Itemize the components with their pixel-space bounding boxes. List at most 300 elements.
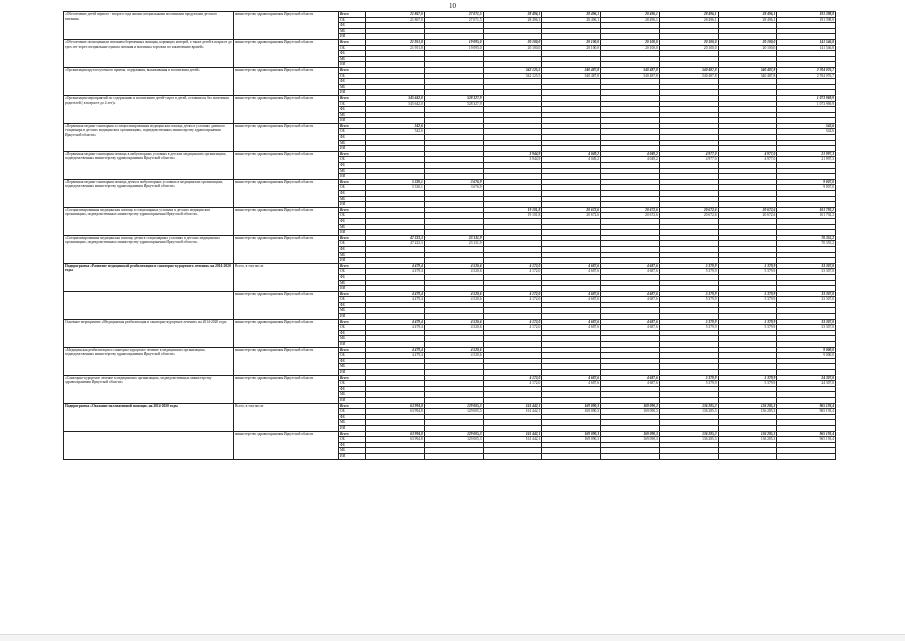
value-cell: 4 479,4 [366, 353, 425, 359]
funding-source-label: МБ [339, 56, 366, 62]
value-cell: 4 687,6 [601, 263, 660, 269]
executor-cell: министерство здравоохранения Иркутской области [234, 207, 339, 235]
value-cell: 20 100,0 [659, 45, 718, 51]
value-cell: 4 172,0 [483, 263, 542, 269]
value-cell: 101 792,2 [777, 213, 836, 219]
value-cell: 21 867,0 [366, 17, 425, 23]
page-number: 10 [449, 2, 456, 10]
activity-description: Подпрограмма «Оказание паллиативной помощи» на 2014-2020 годы [64, 403, 234, 431]
funding-source-label: ИИ [339, 146, 366, 152]
value-cell: 169 090,3 [542, 403, 601, 409]
funding-source-label: ИИ [339, 342, 366, 348]
value-cell: 540 487,8 [659, 73, 718, 79]
value-cell: 4 172,0 [483, 269, 542, 275]
activity-description [64, 431, 234, 459]
value-cell: 4 520,6 [424, 263, 483, 269]
value-cell: 4 479,4 [366, 325, 425, 331]
value-cell: 4 687,6 [542, 269, 601, 275]
value-cell: 965 193,4 [777, 437, 836, 443]
funding-source-label: ИИ [339, 62, 366, 68]
value-cell: 4 479,4 [366, 263, 425, 269]
value-cell: 161 442,1 [483, 431, 542, 437]
activity-description: Подпрограмма «Развитие медицинской реабилитации и санаторно-курортного лечения» на 2014-2020 годы [64, 263, 234, 291]
funding-source-label: Всего [339, 291, 366, 297]
value-cell: 5 379,9 [718, 325, 777, 331]
value-cell: 5 379,9 [718, 381, 777, 387]
value-cell: 1 073 969,9 [777, 101, 836, 107]
value-cell: 63 994,8 [366, 431, 425, 437]
value-cell: 4 049,2 [542, 151, 601, 157]
value-cell [659, 453, 718, 459]
value-cell: 540 487,8 [718, 67, 777, 73]
value-cell: 5 379,9 [659, 375, 718, 381]
value-cell: 5 379,9 [659, 325, 718, 331]
value-cell: 542,6 [777, 129, 836, 135]
value-cell: 28 496,1 [601, 12, 660, 18]
funding-source-label: ФБ [339, 274, 366, 280]
value-cell: 33 307,0 [777, 291, 836, 297]
funding-source-label: Всего [339, 263, 366, 269]
value-cell: 28 496,1 [718, 17, 777, 23]
funding-source-label: ОБ [339, 45, 366, 51]
value-cell: 4 172,0 [483, 319, 542, 325]
funding-source-label: ФБ [339, 442, 366, 448]
activity-description: «Организация мероприятий по содержанию и воспитанию детей-сирот и детей, оставшихся без попечения родителей ( в возрасте до 4 лет)» [64, 95, 234, 123]
value-cell: 5 379,9 [659, 263, 718, 269]
value-cell: 5 379,9 [718, 319, 777, 325]
value-cell: 540 487,8 [542, 73, 601, 79]
value-cell: 4 479,4 [366, 269, 425, 275]
value-cell: 191 398,8 [777, 12, 836, 18]
funding-source-label: МБ [339, 308, 366, 314]
value-cell [542, 453, 601, 459]
value-cell: 19 095,0 [424, 39, 483, 45]
value-cell: 21 997,3 [777, 157, 836, 163]
value-cell: 169 090,3 [542, 437, 601, 443]
value-cell: 4 049,2 [542, 157, 601, 163]
value-cell: 4 977,0 [659, 157, 718, 163]
value-cell: 24 307,0 [777, 381, 836, 387]
funding-source-label: ФБ [339, 135, 366, 141]
funding-source-label: МБ [339, 112, 366, 118]
value-cell: 63 994,8 [366, 409, 425, 415]
value-cell: 4 520,6 [424, 297, 483, 303]
value-cell: 5 330,1 [366, 179, 425, 185]
activity-description: «Санаторно-курортное лечение в медицинских организациях, подведомственных министерству здравоохранения Иркутской области» [64, 375, 234, 403]
executor-cell: министерство здравоохранения Иркутской области [234, 235, 339, 263]
funding-source-label: Всего [339, 95, 366, 101]
value-cell: 542,6 [366, 123, 425, 129]
value-cell: 136 285,3 [718, 403, 777, 409]
funding-source-label: ИИ [339, 314, 366, 320]
value-cell: 27 071,5 [424, 12, 483, 18]
value-cell: 24 307,0 [777, 375, 836, 381]
value-cell: 63 994,8 [366, 437, 425, 443]
value-cell: 136 285,3 [718, 409, 777, 415]
value-cell: 129 005,3 [424, 403, 483, 409]
value-cell: 3 676,9 [424, 185, 483, 191]
executor-cell: министерство здравоохранения Иркутской области [234, 319, 339, 347]
funding-source-label: ФБ [339, 23, 366, 29]
funding-source-label: ФБ [339, 246, 366, 252]
executor-cell: министерство здравоохранения Иркутской области [234, 151, 339, 179]
funding-source-label: ОБ [339, 101, 366, 107]
value-cell: 191 398,8 [777, 17, 836, 23]
value-cell: 5 379,9 [718, 375, 777, 381]
funding-source-label: Всего [339, 39, 366, 45]
value-cell: 4 520,6 [424, 291, 483, 297]
value-cell: 545 642,0 [366, 95, 425, 101]
value-cell: 5 379,9 [659, 269, 718, 275]
value-cell: 5 379,9 [659, 381, 718, 387]
executor-cell: министерство здравоохранения Иркутской области [234, 95, 339, 123]
value-cell: 528 327,9 [424, 95, 483, 101]
value-cell: 9 007,0 [777, 185, 836, 191]
value-cell: 47 223,3 [366, 235, 425, 241]
value-cell [366, 453, 425, 459]
value-cell: 129 005,3 [424, 431, 483, 437]
value-cell [777, 453, 836, 459]
value-cell: 542,6 [366, 129, 425, 135]
activity-description: «Обеспечение детей первого - второго года жизни специальными молочными продуктами детского питания» [64, 12, 234, 40]
funding-source-label: МБ [339, 168, 366, 174]
funding-source-label: ИИ [339, 230, 366, 236]
value-cell: 161 442,1 [483, 437, 542, 443]
value-cell: 1 073 969,9 [777, 95, 836, 101]
funding-source-label: Всего [339, 67, 366, 73]
value-cell: 9 007,0 [777, 179, 836, 185]
value-cell: 5 379,9 [718, 269, 777, 275]
value-cell: 33 307,0 [777, 263, 836, 269]
value-cell: 21 951,8 [366, 39, 425, 45]
value-cell: 169 090,3 [542, 431, 601, 437]
value-cell: 20 672,6 [718, 207, 777, 213]
value-cell: 9 000,0 [777, 347, 836, 353]
funding-source-label: ИИ [339, 370, 366, 376]
executor-cell: министерство здравоохранения Иркутской области [234, 291, 339, 319]
value-cell: 4 687,6 [542, 375, 601, 381]
value-cell: 28 496,1 [542, 12, 601, 18]
funding-source-label: Всего [339, 12, 366, 18]
executor-cell: министерство здравоохранения Иркутской области [234, 179, 339, 207]
value-cell: 4 479,4 [366, 319, 425, 325]
value-cell: 136 285,3 [718, 431, 777, 437]
value-cell: 20 672,6 [601, 213, 660, 219]
value-cell: 542,6 [777, 123, 836, 129]
value-cell: 528 327,9 [424, 101, 483, 107]
budget-table [63, 11, 836, 460]
value-cell: 4 172,0 [483, 375, 542, 381]
funding-source-label: ФБ [339, 163, 366, 169]
value-cell: 4 687,6 [601, 291, 660, 297]
value-cell: 28 496,1 [659, 17, 718, 23]
value-cell: 3 676,9 [424, 179, 483, 185]
activity-description: «Медицинская реабилитация и санаторно-курортное лечение в медицинских организациях, подведомственных министерству здравоохранения Иркутской области» [64, 347, 234, 375]
activity-description: «Специализированная медицинская помощь детям в стационарных условиях в детских медицинских организациях, подведомственных министерству здравоохранения Иркутской области» [64, 235, 234, 263]
activity-description: «Организация круглосуточного приема, содержания, выхаживания и воспитания детей» [64, 67, 234, 95]
value-cell: 169 090,3 [601, 431, 660, 437]
funding-source-label: МБ [339, 252, 366, 258]
executor-cell: министерство здравоохранения Иркутской области [234, 347, 339, 375]
value-cell [424, 453, 483, 459]
value-cell: 136 285,3 [659, 403, 718, 409]
value-cell: 63 994,8 [366, 403, 425, 409]
value-cell: 33 307,0 [777, 297, 836, 303]
funding-source-label: ОБ [339, 437, 366, 443]
funding-source-label: ФБ [339, 414, 366, 420]
value-cell: 4 687,6 [601, 319, 660, 325]
funding-source-label: ИИ [339, 90, 366, 96]
funding-source-label: ОБ [339, 185, 366, 191]
value-cell: 20 672,6 [542, 207, 601, 213]
value-cell: 2 704 076,7 [777, 73, 836, 79]
value-cell: 4 049,2 [601, 157, 660, 163]
funding-source-label: Всего [339, 123, 366, 129]
value-cell: 169 090,3 [601, 437, 660, 443]
value-cell: 4 687,6 [542, 381, 601, 387]
value-cell: 5 330,1 [366, 185, 425, 191]
value-cell: 28 496,1 [483, 17, 542, 23]
value-cell: 20 672,6 [718, 213, 777, 219]
funding-source-label: ИИ [339, 397, 366, 403]
value-cell: 129 005,3 [424, 409, 483, 415]
value-cell: 4 687,6 [542, 297, 601, 303]
value-cell: 136 285,3 [718, 437, 777, 443]
value-cell: 4 520,6 [424, 325, 483, 331]
funding-source-label: ОБ [339, 241, 366, 247]
value-cell: 4 520,6 [424, 269, 483, 275]
funding-source-label: МБ [339, 364, 366, 370]
value-cell: 33 307,0 [777, 269, 836, 275]
value-cell: 20 672,6 [659, 207, 718, 213]
funding-source-label: ОБ [339, 213, 366, 219]
value-cell: 540 487,8 [601, 67, 660, 73]
funding-source-label: ИИ [339, 425, 366, 431]
value-cell: 4 687,6 [542, 319, 601, 325]
value-cell: 28 496,1 [483, 12, 542, 18]
funding-source-label: ФБ [339, 386, 366, 392]
funding-source-label: ФБ [339, 302, 366, 308]
value-cell: 20 100,0 [718, 39, 777, 45]
value-cell: 28 496,1 [601, 17, 660, 23]
value-cell: 33 307,0 [777, 325, 836, 331]
funding-source-label: ФБ [339, 191, 366, 197]
value-cell: 5 379,9 [659, 319, 718, 325]
value-cell: 965 193,4 [777, 431, 836, 437]
value-cell: 4 172,0 [483, 297, 542, 303]
funding-source-label: Всего [339, 347, 366, 353]
funding-source-label: МБ [339, 448, 366, 454]
value-cell: 4 977,0 [718, 151, 777, 157]
value-cell: 23 131,9 [424, 235, 483, 241]
value-cell: 70 355,2 [777, 235, 836, 241]
activity-description: «Первичная медико-санитарная помощь детям в амбулаторных условиях в медицинских организациях, подведомственных министерству здравоохранения Иркутской области» [64, 179, 234, 207]
funding-source-label: ОБ [339, 297, 366, 303]
value-cell: 4 687,6 [601, 325, 660, 331]
value-cell: 136 285,3 [659, 437, 718, 443]
value-cell: 5 379,9 [718, 291, 777, 297]
funding-source-label: ОБ [339, 17, 366, 23]
activity-description: Основное мероприятие «Медицинская реабилитация и санаторно-курортное лечение» на 2014-2020 годы [64, 319, 234, 347]
value-cell: 4 479,4 [366, 291, 425, 297]
funding-source-label: МБ [339, 224, 366, 230]
value-cell: 20 672,6 [659, 213, 718, 219]
value-cell: 5 379,9 [659, 291, 718, 297]
value-cell: 965 193,4 [777, 409, 836, 415]
funding-source-label: ИИ [339, 118, 366, 124]
funding-source-label: МБ [339, 280, 366, 286]
value-cell: 3 944,9 [483, 151, 542, 157]
value-cell: 20 100,0 [601, 45, 660, 51]
funding-source-label: МБ [339, 196, 366, 202]
value-cell: 540 487,8 [542, 67, 601, 73]
funding-source-label: ИИ [339, 34, 366, 40]
value-cell: 28 496,1 [718, 12, 777, 18]
value-cell: 19 101,8 [483, 213, 542, 219]
value-cell: 136 285,3 [659, 431, 718, 437]
funding-source-label: ОБ [339, 409, 366, 415]
funding-source-label: ОБ [339, 269, 366, 275]
value-cell: 3 944,9 [483, 157, 542, 163]
funding-source-label: ОБ [339, 325, 366, 331]
value-cell: 4 687,6 [601, 381, 660, 387]
value-cell: 129 005,3 [424, 437, 483, 443]
value-cell: 4 977,0 [718, 157, 777, 163]
value-cell: 19 101,8 [483, 207, 542, 213]
value-cell: 28 496,1 [542, 17, 601, 23]
value-cell: 27 071,5 [424, 17, 483, 23]
funding-source-label: МБ [339, 28, 366, 34]
value-cell: 4 520,6 [424, 353, 483, 359]
value-cell: 540 487,8 [601, 73, 660, 79]
activity-description: «Обеспечение полноценным питанием беременных женщин, кормящих матерей, а также детей в возрасте до трех лет через специальные пункты питания и магазины торговли по заключению врачей» [64, 39, 234, 67]
value-cell: 4 049,2 [601, 151, 660, 157]
value-cell: 4 479,4 [366, 347, 425, 353]
value-cell: 4 172,0 [483, 325, 542, 331]
value-cell: 21 951,8 [366, 45, 425, 51]
value-cell: 540 487,8 [718, 73, 777, 79]
value-cell: 136 285,3 [659, 409, 718, 415]
value-cell: 70 355,2 [777, 241, 836, 247]
funding-source-label: Всего [339, 431, 366, 437]
activity-description: «Первичная медико-санитарная и специализированная медицинская помощь детям в условиях дневного стационара в детских медицинских организациях, подведомственных министерству здравоохранения Иркутской области» [64, 123, 234, 151]
value-cell: 101 792,2 [777, 207, 836, 213]
funding-source-label: ФБ [339, 358, 366, 364]
value-cell [718, 453, 777, 459]
value-cell: 4 977,0 [659, 151, 718, 157]
value-cell [483, 453, 542, 459]
funding-source-label: Всего [339, 403, 366, 409]
value-cell: 20 100,0 [483, 39, 542, 45]
value-cell: 19 095,0 [424, 45, 483, 51]
value-cell: 28 496,1 [659, 12, 718, 18]
value-cell: 21 997,3 [777, 151, 836, 157]
funding-source-label: Всего [339, 151, 366, 157]
value-cell: 5 379,9 [718, 297, 777, 303]
funding-source-label: МБ [339, 140, 366, 146]
value-cell: 20 100,0 [542, 45, 601, 51]
value-cell: 5 379,9 [718, 263, 777, 269]
value-cell: 4 687,6 [542, 325, 601, 331]
value-cell: 20 100,0 [718, 45, 777, 51]
activity-description: «Первичная медико-санитарная помощь в амбулаторных условиях в детских медицинских организациях, подведомственных министерству здравоохранения Иркутской области» [64, 151, 234, 179]
executor-cell: министерство здравоохранения Иркутской области [234, 123, 339, 151]
value-cell: 542 125,5 [483, 73, 542, 79]
executor-cell: министерство здравоохранения Иркутской области [234, 12, 339, 40]
activity-description [64, 291, 234, 319]
value-cell: 4 687,6 [601, 297, 660, 303]
funding-source-label: ФБ [339, 330, 366, 336]
executor-cell: министерство здравоохранения Иркутской области [234, 375, 339, 403]
value-cell: 161 442,1 [483, 403, 542, 409]
funding-source-label: Всего [339, 235, 366, 241]
value-cell: 4 479,4 [366, 297, 425, 303]
funding-source-label: Всего [339, 319, 366, 325]
activity-description: «Специализированная медицинская помощь в стационарных условиях в детских медицинских организациях, подведомственных министерству здравоохранения Иркутской области» [64, 207, 234, 235]
funding-source-label: ОБ [339, 157, 366, 163]
value-cell: 20 100,0 [483, 45, 542, 51]
funding-source-label: МБ [339, 420, 366, 426]
funding-source-label: Всего [339, 207, 366, 213]
value-cell: 169 090,3 [601, 409, 660, 415]
value-cell: 169 090,3 [601, 403, 660, 409]
value-cell: 2 704 076,7 [777, 67, 836, 73]
value-cell: 545 642,0 [366, 101, 425, 107]
value-cell: 20 672,6 [542, 213, 601, 219]
value-cell: 20 100,0 [542, 39, 601, 45]
funding-source-label: ОБ [339, 129, 366, 135]
value-cell: 540 487,8 [659, 67, 718, 73]
value-cell: 4 687,6 [542, 263, 601, 269]
value-cell: 21 867,0 [366, 12, 425, 18]
value-cell: 4 172,0 [483, 291, 542, 297]
funding-source-label: ИИ [339, 258, 366, 264]
value-cell: 47 223,3 [366, 241, 425, 247]
funding-source-label: ФБ [339, 79, 366, 85]
funding-source-label: Всего [339, 179, 366, 185]
funding-source-label: ИИ [339, 286, 366, 292]
value-cell: 141 546,8 [777, 45, 836, 51]
value-cell: 169 090,3 [542, 409, 601, 415]
value-cell: 4 687,6 [542, 291, 601, 297]
value-cell: 161 442,1 [483, 409, 542, 415]
funding-source-label: МБ [339, 84, 366, 90]
value-cell: 20 100,0 [659, 39, 718, 45]
executor-cell: Всего, в том числе [234, 263, 339, 291]
value-cell: 4 687,6 [601, 269, 660, 275]
value-cell: 4 687,6 [601, 375, 660, 381]
executor-cell: министерство здравоохранения Иркутской области [234, 67, 339, 95]
funding-source-label: ИИ [339, 453, 366, 459]
executor-cell: министерство здравоохранения Иркутской области [234, 431, 339, 459]
funding-source-label: ФБ [339, 107, 366, 113]
executor-cell: министерство здравоохранения Иркутской области [234, 39, 339, 67]
funding-source-label: ИИ [339, 174, 366, 180]
value-cell: 33 307,0 [777, 319, 836, 325]
value-cell: 20 672,6 [601, 207, 660, 213]
value-cell: 9 000,0 [777, 353, 836, 359]
funding-source-label: ОБ [339, 73, 366, 79]
funding-source-label: ИИ [339, 202, 366, 208]
value-cell: 4 172,0 [483, 381, 542, 387]
value-cell: 5 379,9 [659, 297, 718, 303]
value-cell: 141 546,8 [777, 39, 836, 45]
funding-source-label: ОБ [339, 353, 366, 359]
funding-source-label: ФБ [339, 218, 366, 224]
funding-source-label: МБ [339, 392, 366, 398]
value-cell: 20 100,0 [601, 39, 660, 45]
value-cell: 542 125,5 [483, 67, 542, 73]
